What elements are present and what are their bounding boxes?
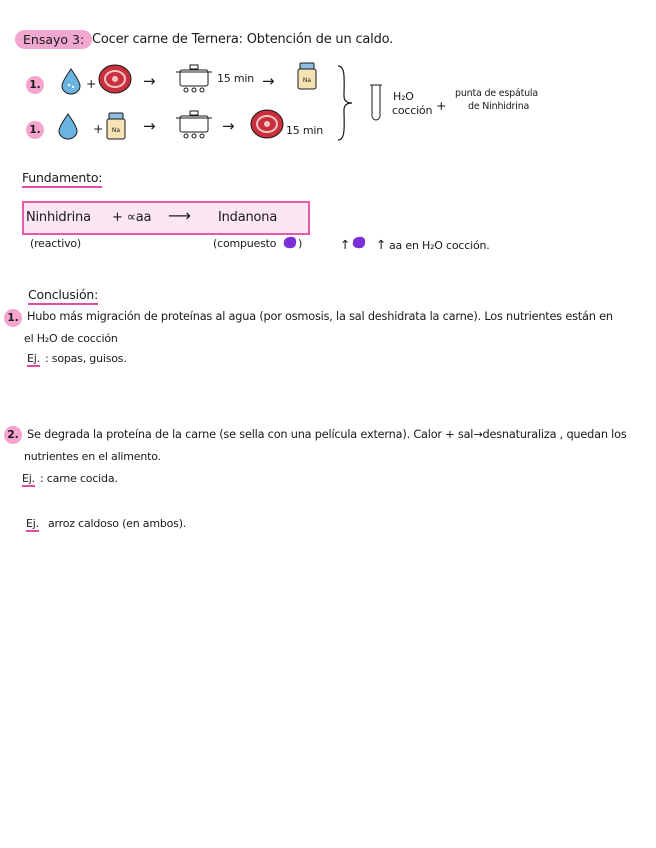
salt-jar-icon	[105, 112, 127, 142]
pot-icon	[176, 108, 212, 140]
conclusion-3-example: arroz caldoso (en ambos).	[48, 517, 187, 530]
example-label: Ej.	[26, 517, 39, 530]
essay-title: Cocer carne de Ternera: Obtención de un caldo.	[92, 32, 394, 47]
purple-blob-icon	[352, 236, 366, 249]
increase-arrow-1: ↑	[340, 237, 351, 252]
plus-sign: +	[86, 76, 97, 91]
plus-sign: +	[93, 121, 104, 136]
reaction-arrow: ⟶	[168, 206, 191, 225]
conclusion-number-1: 1.	[4, 309, 22, 327]
reaction-plus-aa: + ∝aa	[112, 210, 152, 225]
arrow: →	[222, 117, 235, 135]
conclusion-2-example: : carne cocida.	[40, 472, 118, 485]
plus-sign: +	[436, 98, 447, 113]
conclusion-1-example: : sopas, guisos.	[45, 352, 127, 365]
example-label: Ej.	[22, 472, 35, 485]
cook-time-2: 15 min	[286, 124, 324, 137]
cook-time-1: 15 min	[217, 72, 255, 85]
essay-tag: Ensayo 3:	[15, 30, 92, 49]
reagent-note-line1: punta de espátula	[455, 88, 538, 99]
test-tube-icon	[370, 84, 382, 124]
example-label: Ej.	[27, 352, 40, 365]
conclusion-number-2: 2.	[4, 426, 22, 444]
reagent-note-line2: de Ninhidrina	[468, 101, 530, 112]
step-number-1: 1.	[26, 76, 44, 94]
svg-text:Na: Na	[111, 127, 121, 134]
arrow: →	[143, 72, 156, 90]
conclusion-2-line1: Se degrada la proteína de la carne (se sella con una película externa). Calor + sal→desnaturaliza , quedan los	[27, 428, 627, 441]
increase-arrow-2: ↑	[376, 237, 387, 252]
svg-text:Na: Na	[302, 77, 312, 84]
reactivo-note: (reactivo)	[30, 237, 82, 250]
compuesto-note: (compuesto	[213, 237, 277, 250]
pot-icon	[176, 62, 212, 94]
arrow: →	[262, 72, 275, 90]
water-drop-icon	[57, 113, 79, 139]
reaction-reagent: Ninhidrina	[26, 210, 91, 225]
conclusion-1-line1: Hubo más migración de proteínas al agua (por osmosis, la sal deshidrata la carne). Los nutrientes están en	[27, 310, 613, 323]
meat-icon	[250, 108, 284, 140]
salt-jar-icon	[296, 62, 318, 92]
compuesto-note-close: )	[298, 237, 303, 250]
arrow: →	[143, 117, 156, 135]
fundamento-heading: Fundamento:	[22, 170, 102, 188]
purple-blob-icon	[283, 236, 297, 249]
curly-brace	[336, 64, 354, 142]
conclusion-1-line2: el H₂O de cocción	[24, 332, 118, 345]
conclusion-2-line2: nutrientes en el alimento.	[24, 450, 161, 463]
h2o-label: H₂O	[393, 90, 414, 103]
reaction-product: Indanona	[218, 210, 278, 225]
salt-drop-icon	[60, 68, 82, 94]
conclusion-heading: Conclusión:	[28, 287, 98, 305]
effect-text: aa en H₂O cocción.	[389, 239, 490, 252]
step-number-2: 1.	[26, 121, 44, 139]
coccion-label: cocción	[392, 104, 433, 117]
meat-icon	[98, 63, 132, 95]
